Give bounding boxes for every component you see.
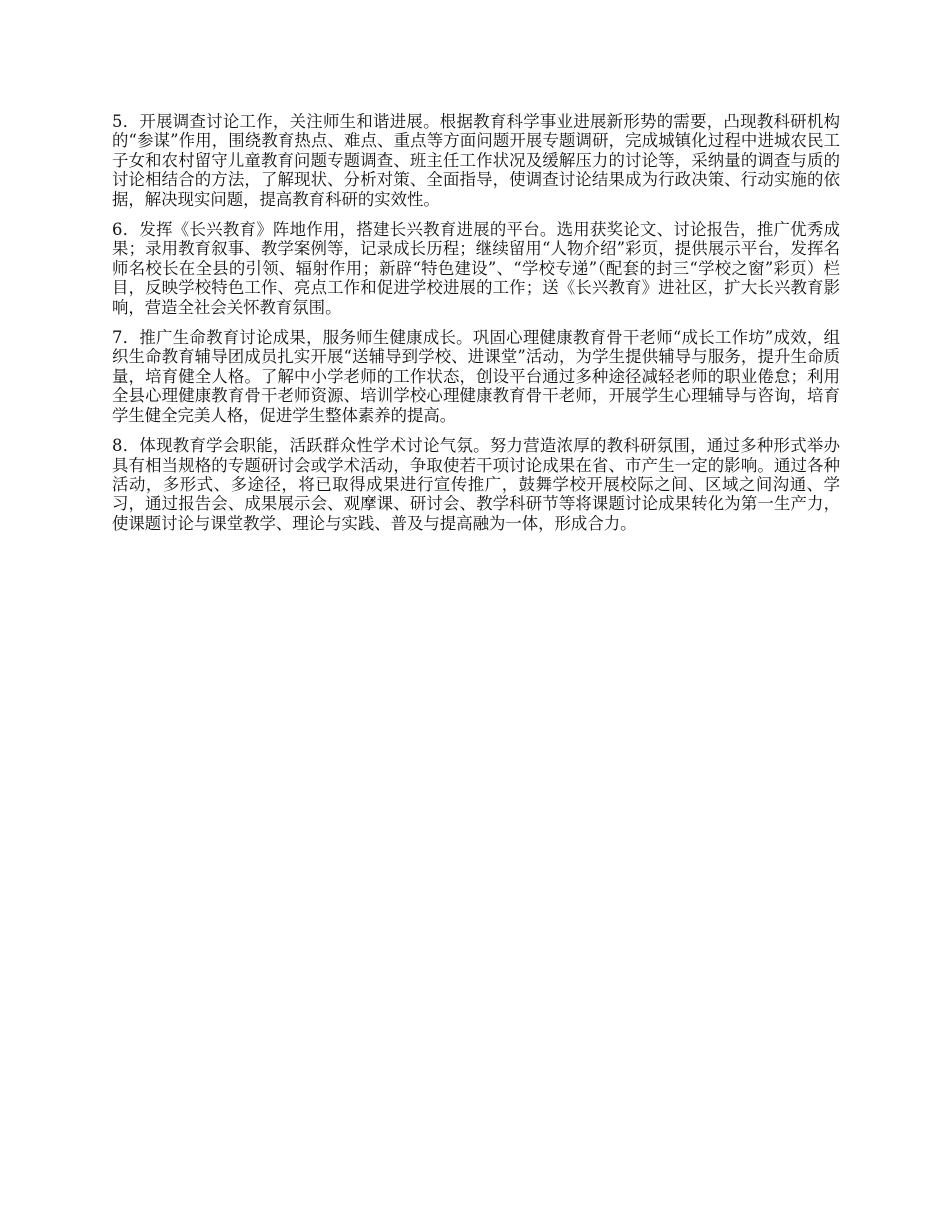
document-body: [112, 112, 840, 544]
paragraph-7: 7．推广生命教育讨论成果，服务师生健康成长。巩固心理健康教育骨干老师“成长工作坊”成效，组织生命教育辅导团成员扎实开展“送辅导到学校、进课堂”活动，为学生提供辅导与服务，提升生命质量，培育健全人格。了解中小学老师的工作状态，创设平台通过多种途径减轻老师的职业倦怠；利用全县心理健康教育骨干老师资源、培训学校心理健康教育骨干老师，开展学生心理辅导与咨询，培育学生健全完美人格，促进学生整体素养的提高。: [112, 328, 840, 425]
paragraph-6: 6．发挥《长兴教育》阵地作用，搭建长兴教育进展的平台。选用获奖论文、讨论报告，推广优秀成果；录用教育叙事、教学案例等，记录成长历程；继续留用“人物介绍”彩页，提供展示平台，发挥名师名校长在全县的引领、辐射作用；新辟“特色建设”、“学校专递”（配套的封三“学校之窗”彩页）栏目，反映学校特色工作、亮点工作和促进学校进展的工作；送《长兴教育》进社区，扩大长兴教育影响，营造全社会关怀教育氛围。: [112, 220, 840, 317]
paragraph-8: 8．体现教育学会职能，活跃群众性学术讨论气氛。努力营造浓厚的教科研氛围，通过多种形式举办具有相当规格的专题研讨会或学术活动，争取使若干项讨论成果在省、市产生一定的影响。通过各种活动，多形式、多途径，将已取得成果进行宣传推广，鼓舞学校开展校际之间、区域之间沟通、学习，通过报告会、成果展示会、观摩课、研讨会、教学科研节等将课题讨论成果转化为第一生产力，使课题讨论与课堂教学、理论与实践、普及与提高融为一体，形成合力。: [112, 436, 840, 533]
paragraph-5: 5．开展调查讨论工作，关注师生和谐进展。根据教育科学事业进展新形势的需要，凸现教科研机构的“参谋”作用，围绕教育热点、难点、重点等方面问题开展专题调研，完成城镇化过程中进城农民工子女和农村留守儿童教育问题专题调查、班主任工作状况及缓解压力的讨论等，采纳量的调查与质的讨论相结合的方法，了解现状、分析对策、全面指导，使调查讨论结果成为行政决策、行动实施的依据，解决现实问题，提高教育科研的实效性。: [112, 112, 840, 209]
